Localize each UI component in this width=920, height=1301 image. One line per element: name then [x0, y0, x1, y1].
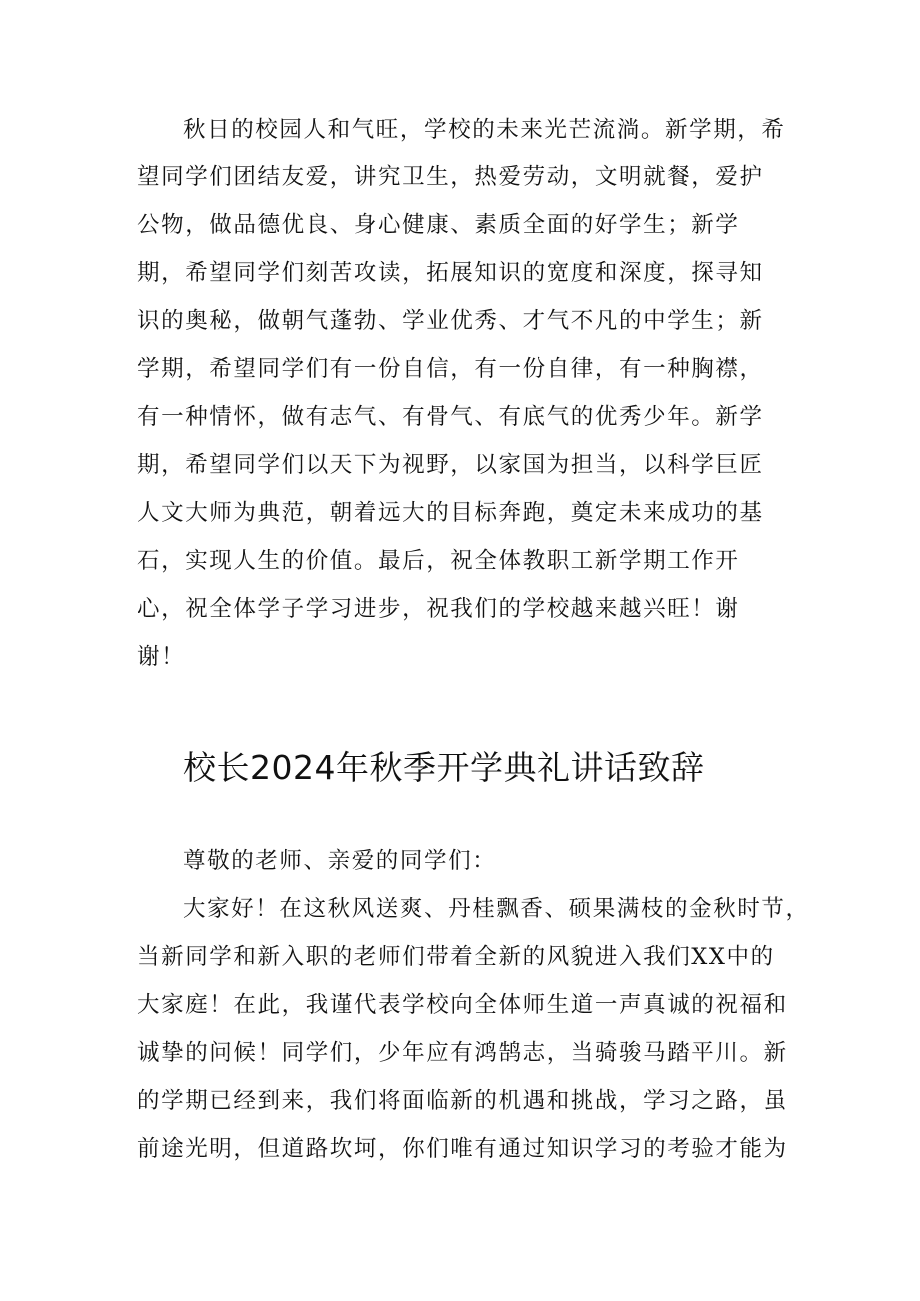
salutation: 尊敬的老师、亲爱的同学们： — [183, 848, 497, 874]
paragraph-line: 识的奥秘，做朝气蓬勃、学业优秀、才气不凡的中学生；新 — [137, 308, 764, 334]
paragraph-line: 期，希望同学们以天下为视野，以家国为担当，以科学巨匠 — [137, 452, 764, 478]
paragraph-line: 秋日的校园人和气旺，学校的未来光芒流淌。新学期，希 — [183, 117, 786, 143]
paragraph-line: 石，实现人生的价值。最后，祝全体教职工新学期工作开 — [137, 548, 740, 574]
paragraph-line: 期，希望同学们刻苦攻读，拓展知识的宽度和深度，探寻知 — [137, 260, 764, 286]
paragraph-line: 公物，做品德优良、身心健康、素质全面的好学生；新学 — [137, 212, 740, 238]
paragraph-line: 当新同学和新入职的老师们带着全新的风貌进入我们XX中的 — [137, 944, 775, 970]
paragraph-line: 的学期已经到来，我们将面临新的机遇和挑战，学习之路，虽 — [137, 1088, 788, 1114]
paragraph-line: 学期，希望同学们有一份自信，有一份自律，有一种胸襟， — [137, 356, 764, 382]
paragraph-line: 诚挚的问候！同学们，少年应有鸿鹄志，当骑骏马踏平川。新 — [137, 1040, 788, 1066]
paragraph-line: 有一种情怀，做有志气、有骨气、有底气的优秀少年。新学 — [137, 404, 764, 430]
paragraph-line: 望同学们团结友爱，讲究卫生，热爱劳动，文明就餐，爱护 — [137, 164, 764, 190]
paragraph-line: 大家庭！在此，我谨代表学校向全体师生道一声真诚的祝福和 — [137, 992, 788, 1018]
paragraph-line: 大家好！在这秋风送爽、丹桂飘香、硕果满枝的金秋时节， — [183, 896, 810, 922]
paragraph-line: 心，祝全体学子学习进步，祝我们的学校越来越兴旺！谢 — [137, 596, 740, 622]
speech-title: 校长2024年秋季开学典礼讲话致辞 — [183, 748, 705, 787]
paragraph-line: 谢！ — [137, 644, 186, 670]
paragraph-line: 前途光明，但道路坎坷，你们唯有通过知识学习的考验才能为 — [137, 1136, 788, 1162]
paragraph-line: 人文大师为典范，朝着远大的目标奔跑，奠定未来成功的基 — [137, 500, 764, 526]
